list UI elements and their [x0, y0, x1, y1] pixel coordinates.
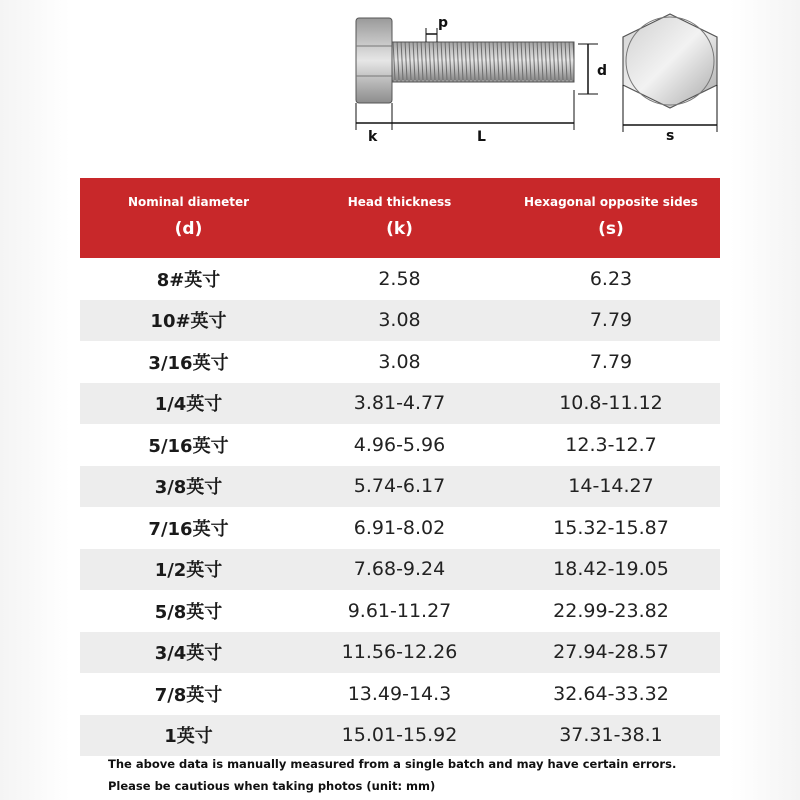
- table-row: [80, 424, 720, 466]
- header-symbol: (k): [386, 219, 413, 239]
- bolt-spec-table: [80, 178, 720, 756]
- head-thickness-cell: 5.74-6.17: [353, 475, 446, 498]
- left-edge-shade: [0, 0, 70, 800]
- size-cell: 10#英寸: [150, 311, 227, 333]
- table-row: [80, 341, 720, 383]
- head-thickness-cell: 2.58: [378, 267, 421, 290]
- size-cell: 1/2英寸: [154, 560, 223, 582]
- opposite-sides-cell: 22.99-23.82: [553, 599, 669, 622]
- header-title: Nominal diameter: [127, 195, 250, 209]
- table-body: [80, 258, 720, 756]
- footnote-disclaimer: The above data is manually measured from a single batch and may have certain errors.: [108, 757, 677, 771]
- header-symbol: (s): [598, 219, 624, 239]
- opposite-sides-cell: 10.8-11.12: [559, 392, 663, 415]
- size-cell: 7/8英寸: [154, 684, 223, 706]
- opposite-sides-cell: 32.64-33.32: [553, 682, 669, 705]
- across-flats-label: s: [666, 128, 675, 144]
- table-row: [80, 590, 720, 632]
- right-edge-shade: [730, 0, 800, 800]
- bolt-dimension-diagram: [340, 0, 740, 170]
- head-thickness-cell: 15.01-15.92: [341, 724, 458, 747]
- head-thickness-cell: 6.91-8.02: [353, 516, 446, 539]
- opposite-sides-cell: 15.32-15.87: [553, 516, 669, 539]
- opposite-sides-cell: 12.3-12.7: [565, 433, 657, 456]
- table-row: [80, 466, 720, 508]
- header-title: Hexagonal opposite sides: [524, 195, 698, 209]
- head-thickness-cell: 13.49-14.3: [347, 682, 452, 705]
- size-cell: 5/8英寸: [154, 601, 223, 623]
- opposite-sides-cell: 37.31-38.1: [559, 724, 663, 747]
- bolt-side-view: [356, 18, 574, 103]
- size-cell: 7/16英寸: [148, 518, 229, 540]
- opposite-sides-cell: 7.79: [589, 309, 633, 332]
- head-thickness-cell: 3.81-4.77: [353, 392, 446, 415]
- head-thickness-cell: 9.61-11.27: [347, 599, 452, 622]
- opposite-sides-cell: 14-14.27: [568, 475, 654, 498]
- opposite-sides-cell: 6.23: [589, 267, 633, 290]
- size-cell: 1英寸: [164, 726, 213, 748]
- size-cell: 1/4英寸: [154, 394, 223, 416]
- size-cell: 3/4英寸: [154, 643, 223, 665]
- pitch-label: p: [438, 15, 449, 31]
- size-cell: 3/8英寸: [154, 477, 223, 499]
- head-thickness-cell: 3.08: [378, 309, 421, 332]
- head-thickness-cell: 3.08: [378, 350, 421, 373]
- header-title: Head thickness: [347, 195, 452, 209]
- opposite-sides-cell: 27.94-28.57: [553, 641, 669, 664]
- size-cell: 8#英寸: [156, 269, 221, 291]
- hex-head-top-view: [623, 14, 717, 108]
- table-row: [80, 383, 720, 425]
- head-thickness-label: k: [368, 129, 378, 145]
- head-thickness-cell: 7.68-9.24: [353, 558, 446, 581]
- table-header: [80, 178, 720, 258]
- table-row: [80, 673, 720, 715]
- diameter-label: d: [597, 63, 608, 79]
- table-row: [80, 632, 720, 674]
- header-nominal-diameter: [80, 178, 297, 258]
- size-cell: 3/16英寸: [148, 352, 229, 374]
- table-row: [80, 507, 720, 549]
- header-symbol: (d): [174, 219, 203, 239]
- table-row: [80, 549, 720, 591]
- head-thickness-cell: 4.96-5.96: [353, 433, 446, 456]
- header-head-thickness: [297, 178, 502, 258]
- opposite-sides-cell: 7.79: [589, 350, 633, 373]
- table-row: [80, 258, 720, 300]
- size-cell: 5/16英寸: [148, 435, 229, 457]
- length-label: L: [477, 129, 486, 145]
- table-row: [80, 715, 720, 757]
- table-row: [80, 300, 720, 342]
- opposite-sides-cell: 18.42-19.05: [553, 558, 669, 581]
- header-hex-opposite-sides: [502, 178, 720, 258]
- head-thickness-cell: 11.56-12.26: [341, 641, 458, 664]
- footnote-unit-note: Please be cautious when taking photos (unit: mm): [108, 779, 436, 793]
